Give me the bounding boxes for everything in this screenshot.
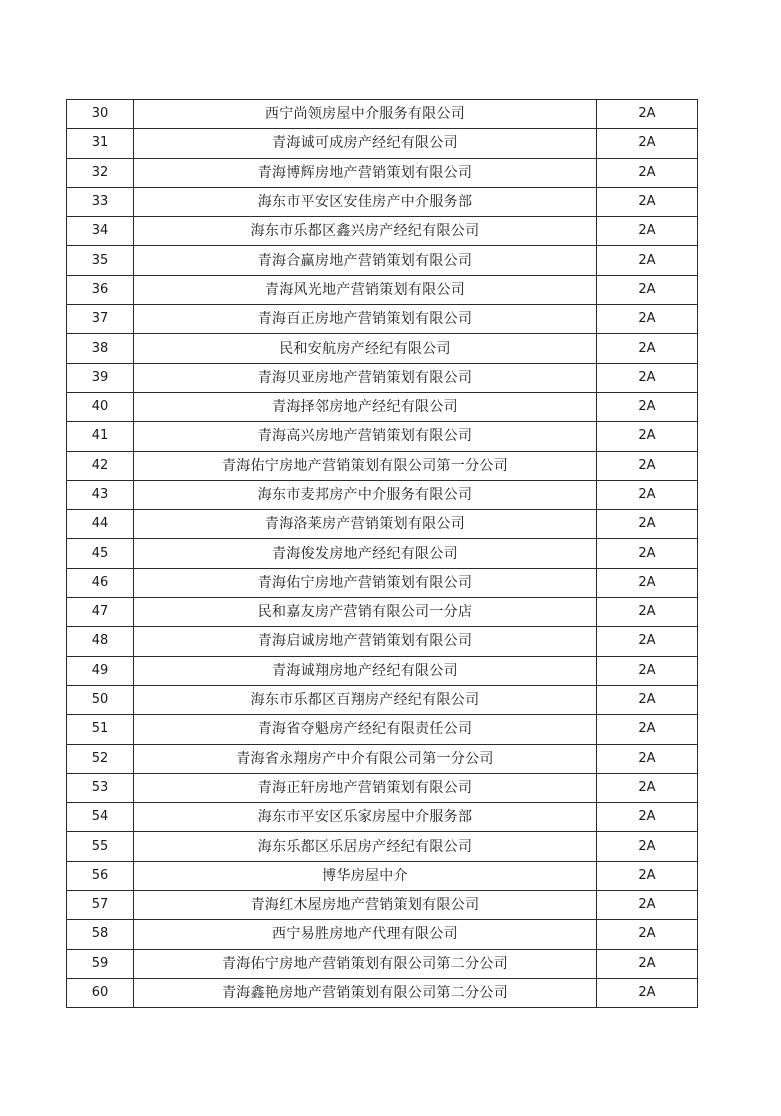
table-row [67,949,698,978]
row-number-cell: 58 [67,920,134,949]
table-row [67,451,698,480]
table-row [67,715,698,744]
credit-grade-cell: 2A [597,627,698,656]
company-name-cell: 青海正轩房地产营销策划有限公司 [134,773,597,802]
row-number-cell: 52 [67,744,134,773]
company-name-cell: 青海佑宁房地产营销策划有限公司 [134,568,597,597]
credit-grade-cell: 2A [597,422,698,451]
credit-grade-cell: 2A [597,685,698,714]
row-number-cell: 36 [67,275,134,304]
company-name-cell: 青海俊发房地产经纪有限公司 [134,539,597,568]
table-row [67,861,698,890]
row-number-cell: 45 [67,539,134,568]
table-row [67,803,698,832]
table-row [67,920,698,949]
table-row [67,305,698,334]
row-number-cell: 35 [67,246,134,275]
row-number-cell: 37 [67,305,134,334]
company-name-cell: 民和嘉友房产营销有限公司一分店 [134,598,597,627]
credit-grade-cell: 2A [597,773,698,802]
row-number-cell: 48 [67,627,134,656]
company-name-cell: 青海高兴房地产营销策划有限公司 [134,422,597,451]
credit-grade-cell: 2A [597,832,698,861]
credit-grade-cell: 2A [597,334,698,363]
row-number-cell: 43 [67,480,134,509]
credit-grade-cell: 2A [597,568,698,597]
row-number-cell: 51 [67,715,134,744]
company-name-cell: 青海百正房地产营销策划有限公司 [134,305,597,334]
row-number-cell: 31 [67,129,134,158]
table-row [67,891,698,920]
credit-grade-cell: 2A [597,100,698,129]
credit-grade-cell: 2A [597,949,698,978]
credit-grade-cell: 2A [597,480,698,509]
table-row [67,744,698,773]
company-name-cell: 青海红木屋房地产营销策划有限公司 [134,891,597,920]
credit-grade-cell: 2A [597,363,698,392]
company-name-cell: 海东市平安区乐家房屋中介服务部 [134,803,597,832]
credit-grade-cell: 2A [597,510,698,539]
row-number-cell: 30 [67,100,134,129]
table-row [67,100,698,129]
credit-grade-cell: 2A [597,598,698,627]
company-name-cell: 青海鑫艳房地产营销策划有限公司第二分公司 [134,978,597,1007]
company-name-cell: 海东市乐都区百翔房产经纪有限公司 [134,685,597,714]
row-number-cell: 39 [67,363,134,392]
table-row [67,392,698,421]
table-row [67,422,698,451]
table-row [67,627,698,656]
table-body [67,100,698,1008]
table-row [67,480,698,509]
row-number-cell: 53 [67,773,134,802]
credit-grade-cell: 2A [597,129,698,158]
row-number-cell: 34 [67,217,134,246]
table-row [67,158,698,187]
company-name-cell: 青海诚翔房地产经纪有限公司 [134,656,597,685]
company-name-cell: 青海风光地产营销策划有限公司 [134,275,597,304]
table-row [67,334,698,363]
row-number-cell: 41 [67,422,134,451]
credit-grade-cell: 2A [597,451,698,480]
credit-grade-cell: 2A [597,978,698,1007]
row-number-cell: 59 [67,949,134,978]
row-number-cell: 44 [67,510,134,539]
company-name-cell: 青海博辉房地产营销策划有限公司 [134,158,597,187]
row-number-cell: 56 [67,861,134,890]
company-name-cell: 西宁尚领房屋中介服务有限公司 [134,100,597,129]
credit-grade-cell: 2A [597,275,698,304]
table-row [67,246,698,275]
company-name-cell: 青海省夺魁房产经纪有限责任公司 [134,715,597,744]
row-number-cell: 49 [67,656,134,685]
company-name-cell: 海东乐都区乐居房产经纪有限公司 [134,832,597,861]
table-row [67,539,698,568]
row-number-cell: 33 [67,187,134,216]
table-row [67,568,698,597]
row-number-cell: 47 [67,598,134,627]
table-row [67,773,698,802]
company-name-cell: 青海诚可成房产经纪有限公司 [134,129,597,158]
company-name-cell: 青海合赢房地产营销策划有限公司 [134,246,597,275]
company-name-cell: 青海贝亚房地产营销策划有限公司 [134,363,597,392]
company-name-cell: 青海启诚房地产营销策划有限公司 [134,627,597,656]
table-row [67,217,698,246]
company-name-cell: 海东市平安区安佳房产中介服务部 [134,187,597,216]
row-number-cell: 54 [67,803,134,832]
row-number-cell: 57 [67,891,134,920]
table-row [67,187,698,216]
row-number-cell: 60 [67,978,134,1007]
credit-grade-cell: 2A [597,246,698,275]
table-row [67,598,698,627]
company-rating-table [66,99,698,1008]
row-number-cell: 32 [67,158,134,187]
company-name-cell: 西宁易胜房地产代理有限公司 [134,920,597,949]
credit-grade-cell: 2A [597,539,698,568]
credit-grade-cell: 2A [597,744,698,773]
row-number-cell: 46 [67,568,134,597]
table-row [67,275,698,304]
credit-grade-cell: 2A [597,656,698,685]
row-number-cell: 42 [67,451,134,480]
company-name-cell: 博华房屋中介 [134,861,597,890]
credit-grade-cell: 2A [597,715,698,744]
row-number-cell: 38 [67,334,134,363]
company-name-cell: 青海择邻房地产经纪有限公司 [134,392,597,421]
company-name-cell: 青海佑宁房地产营销策划有限公司第二分公司 [134,949,597,978]
credit-grade-cell: 2A [597,861,698,890]
credit-grade-cell: 2A [597,392,698,421]
company-name-cell: 民和安航房产经纪有限公司 [134,334,597,363]
company-name-cell: 海东市麦邦房产中介服务有限公司 [134,480,597,509]
credit-grade-cell: 2A [597,305,698,334]
company-name-cell: 青海佑宁房地产营销策划有限公司第一分公司 [134,451,597,480]
row-number-cell: 55 [67,832,134,861]
credit-grade-cell: 2A [597,217,698,246]
row-number-cell: 40 [67,392,134,421]
credit-grade-cell: 2A [597,891,698,920]
company-name-cell: 青海洛莱房产营销策划有限公司 [134,510,597,539]
credit-grade-cell: 2A [597,187,698,216]
row-number-cell: 50 [67,685,134,714]
company-name-cell: 青海省永翔房产中介有限公司第一分公司 [134,744,597,773]
table-row [67,832,698,861]
credit-grade-cell: 2A [597,803,698,832]
credit-grade-cell: 2A [597,920,698,949]
table-row [67,685,698,714]
table-row [67,129,698,158]
company-name-cell: 海东市乐都区鑫兴房产经纪有限公司 [134,217,597,246]
table-row [67,978,698,1007]
table-row [67,363,698,392]
credit-grade-cell: 2A [597,158,698,187]
table-row [67,510,698,539]
table-row [67,656,698,685]
